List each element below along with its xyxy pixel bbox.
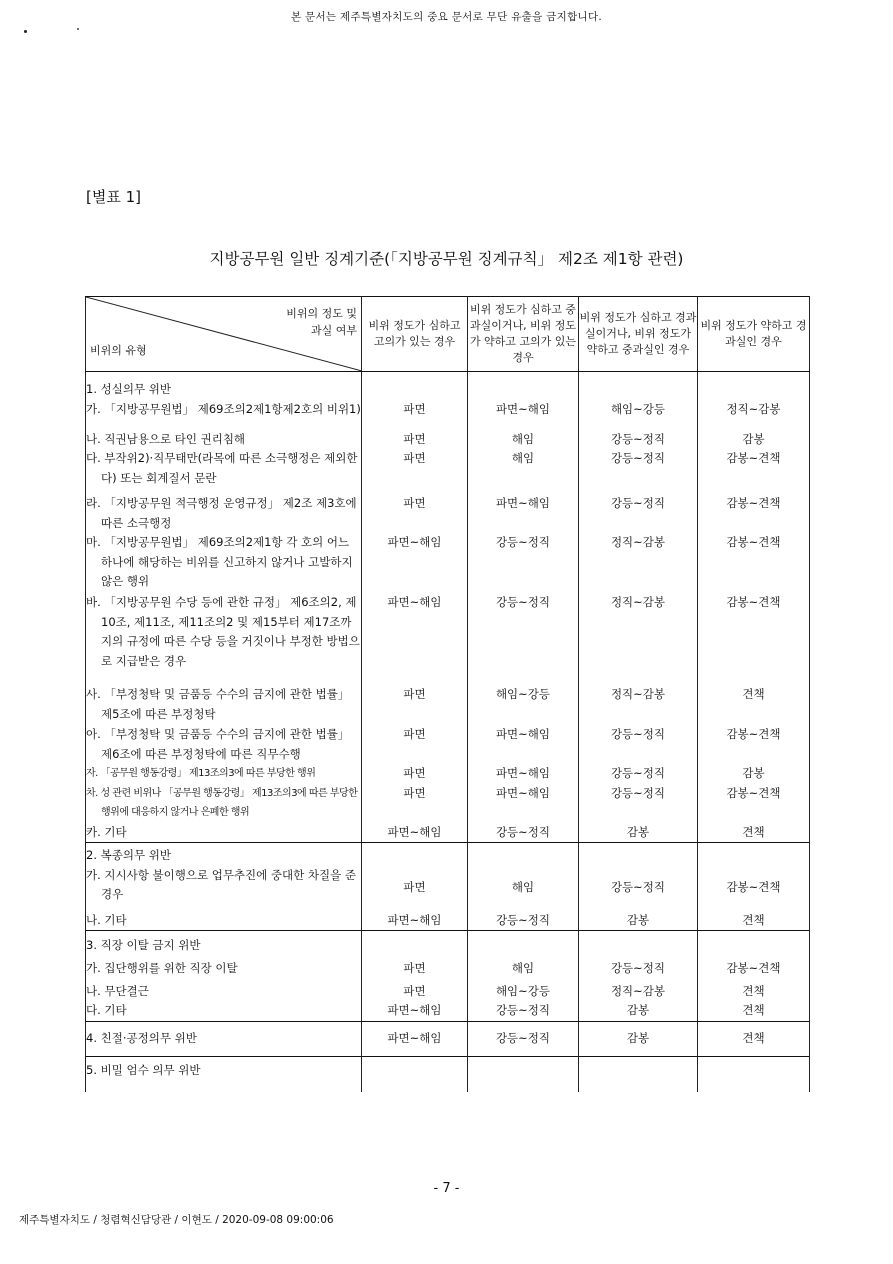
section-header-row <box>86 843 810 866</box>
penalty-cell: 감봉 <box>698 430 810 450</box>
section-header-row <box>86 1056 810 1092</box>
penalty-cell: 해임~강등 <box>468 685 579 725</box>
section-title: 3. 직장 이탈 금지 위반 <box>86 931 362 959</box>
violation-label: 카. 기타 <box>86 824 127 839</box>
penalty-cell: 파면~해임 <box>362 911 468 931</box>
penalty-cell: 감봉~견책 <box>698 449 810 494</box>
table-row <box>86 400 810 430</box>
violation-label: 자. 「공무원 행동강령」 제13조의3에 따른 부당한 행위 <box>86 768 316 779</box>
penalty-cell: 해임 <box>468 449 579 494</box>
penalty-cell: 파면~해임 <box>362 593 468 685</box>
penalty-cell: 강등~정직 <box>579 784 698 823</box>
penalty-cell: 견책 <box>698 823 810 843</box>
table-row <box>86 823 810 843</box>
violation-label: 나. 무단결근 <box>86 983 149 998</box>
table-row <box>86 449 810 494</box>
table-row <box>86 1021 810 1056</box>
penalty-cell: 강등~정직 <box>579 494 698 533</box>
col-header-2: 비위 정도가 심하고 중과실이거나, 비위 정도가 약하고 고의가 있는 경우 <box>468 297 579 372</box>
section-header-row <box>86 931 810 959</box>
table-row <box>86 982 810 1002</box>
section-header-row <box>86 372 810 400</box>
penalty-cell: 감봉~견책 <box>698 725 810 764</box>
penalty-cell: 파면 <box>362 494 468 533</box>
penalty-cell: 감봉~견책 <box>698 784 810 823</box>
violation-label: 사. 「부정청탁 및 금품등 수수의 금지에 관한 법률」 제5조에 따른 부정청탁 <box>86 687 350 721</box>
severity-header-line2: 과실 여부 <box>310 324 357 337</box>
violation-label: 바. 「지방공무원 수당 등에 관한 규정」 제6조의2, 제10조, 제11조, 제11조의2 및 제15부터 제17조까지의 규정에 따른 수당 등을 거짓이나 부정한 방법으로 지급받은 경우 <box>86 595 360 668</box>
penalty-cell: 정직~감봉 <box>579 685 698 725</box>
penalty-cell: 파면 <box>362 400 468 430</box>
penalty-cell: 해임~강등 <box>579 400 698 430</box>
penalty-cell: 감봉 <box>698 764 810 784</box>
penalty-cell: 해임~강등 <box>468 982 579 1002</box>
table-row <box>86 1001 810 1021</box>
penalty-cell: 파면~해임 <box>362 823 468 843</box>
penalty-cell: 강등~정직 <box>468 1001 579 1021</box>
penalty-cell: 파면 <box>362 866 468 911</box>
penalty-cell: 파면~해임 <box>468 494 579 533</box>
penalty-cell: 강등~정직 <box>468 823 579 843</box>
document-title: 지방공무원 일반 징계기준(「지방공무원 징계규칙」 제2조 제1항 관련) <box>209 250 684 268</box>
penalty-cell: 강등~정직 <box>579 430 698 450</box>
penalty-cell: 감봉~견책 <box>698 866 810 911</box>
penalty-cell: 강등~정직 <box>579 449 698 494</box>
violation-label: 다. 기타 <box>86 1003 127 1017</box>
diagonal-header-cell <box>86 297 362 372</box>
penalty-cell: 감봉~견책 <box>698 533 810 593</box>
penalty-cell: 견책 <box>698 1001 810 1021</box>
document-footer: 제주특별자치도 / 청렴혁신담당관 / 이현도 / 2020-09-08 09:00:06 <box>19 1214 334 1226</box>
penalty-cell: 파면~해임 <box>362 533 468 593</box>
violation-label: 아. 「부정청탁 및 금품등 수수의 금지에 관한 법률」 제6조에 따른 부정청탁에 따른 직무수행 <box>86 727 350 761</box>
penalty-cell: 파면~해임 <box>468 784 579 823</box>
penalty-cell: 파면 <box>362 982 468 1002</box>
table-row <box>86 725 810 764</box>
penalty-cell: 정직~감봉 <box>579 533 698 593</box>
disciplinary-standards-table <box>85 296 810 1092</box>
penalty-cell: 견책 <box>698 685 810 725</box>
penalty-cell: 감봉 <box>579 823 698 843</box>
penalty-cell: 해임 <box>468 959 579 982</box>
penalty-cell: 강등~정직 <box>468 1021 579 1056</box>
table-row <box>86 685 810 725</box>
penalty-cell: 견책 <box>698 1021 810 1056</box>
table-row <box>86 764 810 784</box>
col-header-1: 비위 정도가 심하고 고의가 있는 경우 <box>362 297 468 372</box>
penalty-cell: 파면 <box>362 685 468 725</box>
violation-label: 라. 「지방공무원 적극행정 운영규정」 제2조 제3호에 따른 소극행정 <box>86 496 357 530</box>
confidential-notice: 본 문서는 제주특별자치도의 중요 문서로 무단 유출을 금지합니다. <box>290 11 603 23</box>
violation-label: 가. 「지방공무원법」 제69조의2제1항제2호의 비위1) <box>86 401 361 416</box>
penalty-cell: 강등~정직 <box>579 866 698 911</box>
section-title: 2. 복종의무 위반 <box>86 843 362 866</box>
penalty-cell: 파면~해임 <box>468 725 579 764</box>
scan-speck <box>77 28 79 30</box>
violation-label: 나. 기타 <box>86 912 127 927</box>
penalty-cell: 파면 <box>362 959 468 982</box>
violation-label: 가. 집단행위를 위한 직장 이탈 <box>86 960 238 975</box>
scan-speck <box>24 30 27 33</box>
penalty-cell: 감봉~견책 <box>698 593 810 685</box>
table-row <box>86 911 810 931</box>
penalty-cell: 해임 <box>468 430 579 450</box>
penalty-cell: 강등~정직 <box>579 959 698 982</box>
penalty-cell: 파면 <box>362 725 468 764</box>
penalty-cell: 파면~해임 <box>468 764 579 784</box>
table-row <box>86 494 810 533</box>
violation-label: 나. 직권남용으로 타인 권리침해 <box>86 431 246 446</box>
severity-header <box>286 305 357 339</box>
col-header-4: 비위 정도가 약하고 경과실인 경우 <box>698 297 810 372</box>
penalty-cell: 해임 <box>468 866 579 911</box>
penalty-cell: 정직~감봉 <box>579 982 698 1002</box>
penalty-cell: 파면~해임 <box>362 1021 468 1056</box>
penalty-cell: 파면 <box>362 764 468 784</box>
penalty-cell: 강등~정직 <box>579 725 698 764</box>
table-row <box>86 784 810 823</box>
table-header-row <box>86 297 810 372</box>
annex-label: [별표 1] <box>86 188 141 206</box>
table-row <box>86 593 810 685</box>
penalty-cell: 강등~정직 <box>468 911 579 931</box>
penalty-cell: 감봉~견책 <box>698 494 810 533</box>
penalty-cell: 강등~정직 <box>468 533 579 593</box>
violation-type-header: 비위의 유형 <box>90 344 147 357</box>
penalty-cell: 강등~정직 <box>579 764 698 784</box>
section-title: 1. 성실의무 위반 <box>86 372 362 400</box>
severity-header-line1: 비위의 정도 및 <box>286 307 357 320</box>
table-row <box>86 430 810 450</box>
penalty-cell: 파면 <box>362 430 468 450</box>
penalty-cell: 파면~해임 <box>362 1001 468 1021</box>
penalty-cell: 견책 <box>698 911 810 931</box>
penalty-cell: 견책 <box>698 982 810 1002</box>
table-row <box>86 866 810 911</box>
penalty-cell: 파면~해임 <box>468 400 579 430</box>
penalty-cell: 강등~정직 <box>468 593 579 685</box>
penalty-cell: 감봉 <box>579 911 698 931</box>
page-number: - 7 - <box>433 1181 460 1196</box>
table-row <box>86 959 810 982</box>
penalty-cell: 감봉 <box>579 1001 698 1021</box>
violation-label: 다. 부작위2)·직무태만(라목에 따른 소극행정은 제외한다) 또는 회계질서 문란 <box>86 451 358 485</box>
penalty-cell: 감봉 <box>579 1021 698 1056</box>
col-header-3: 비위 정도가 심하고 경과실이거나, 비위 정도가 약하고 중과실인 경우 <box>579 297 698 372</box>
table-row <box>86 533 810 593</box>
violation-label: 가. 지시사항 불이행으로 업무추진에 중대한 차질을 준 경우 <box>86 867 356 901</box>
penalty-cell: 파면 <box>362 449 468 494</box>
section-title: 5. 비밀 엄수 의무 위반 <box>86 1056 362 1092</box>
penalty-cell: 정직~감봉 <box>698 400 810 430</box>
violation-label: 차. 성 관련 비위나 「공무원 행동강령」 제13조의3에 따른 부당한 행위에 대응하지 않거나 은폐한 행위 <box>86 787 358 818</box>
violation-label: 마. 「지방공무원법」 제69조의2제1항 각 호의 어느 하나에 해당하는 비위를 신고하지 않거나 고발하지 않은 행위 <box>86 535 353 588</box>
penalty-cell: 파면 <box>362 784 468 823</box>
penalty-cell: 정직~감봉 <box>579 593 698 685</box>
section-title: 4. 친절·공정의무 위반 <box>86 1021 362 1056</box>
penalty-cell: 감봉~견책 <box>698 959 810 982</box>
